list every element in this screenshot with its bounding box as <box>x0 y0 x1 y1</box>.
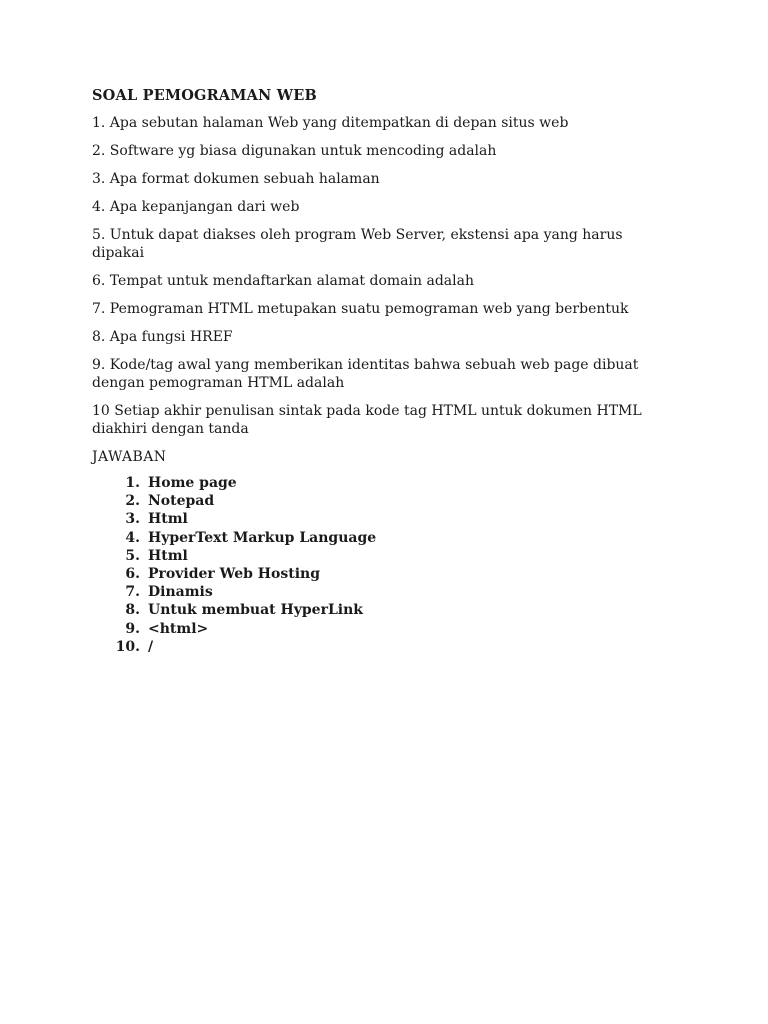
answer-number: 7. <box>125 584 140 601</box>
question-item: 6. Tempat untuk mendaftarkan alamat domain adalah <box>92 273 474 289</box>
document-page <box>92 86 652 656</box>
answer-number: 6. <box>125 566 140 583</box>
answer-text: Provider Web Hosting <box>148 566 320 583</box>
answer-item <box>92 510 652 528</box>
answer-text: Html <box>148 511 188 528</box>
answer-item <box>92 583 652 601</box>
answer-text: / <box>148 638 154 655</box>
answer-number: 2. <box>125 493 140 510</box>
question-list <box>92 114 652 438</box>
answer-number: 1. <box>125 475 140 491</box>
question-item: 1. Apa sebutan halaman Web yang ditempatkan di depan situs web <box>92 115 569 131</box>
answer-number: 8. <box>125 602 140 619</box>
question-item: 8. Apa fungsi HREF <box>92 329 233 345</box>
question-item: 9. Kode/tag awal yang memberikan identitas bahwa sebuah web page dibuat dengan pemograman HTML adalah <box>92 357 639 391</box>
question-item: 7. Pemograman HTML metupakan suatu pemograman web yang berbentuk <box>92 301 629 317</box>
answer-item <box>92 601 652 619</box>
answer-item <box>92 529 652 547</box>
answers-heading: JAWABAN <box>92 449 167 465</box>
answer-item <box>92 492 652 510</box>
answer-text: <html> <box>148 620 209 637</box>
answer-text: Untuk membuat HyperLink <box>148 602 363 619</box>
document-title: SOAL PEMOGRAMAN WEB <box>92 87 317 104</box>
answer-number: 3. <box>125 511 140 528</box>
question-item: 5. Untuk dapat diakses oleh program Web Server, ekstensi apa yang harus dipakai <box>92 227 623 261</box>
answer-number: 4. <box>125 529 140 546</box>
answer-number: 9. <box>125 620 140 637</box>
question-item: 10 Setiap akhir penulisan sintak pada kode tag HTML untuk dokumen HTML diakhiri dengan tanda <box>92 403 642 437</box>
question-item: 2. Software yg biasa digunakan untuk mencoding adalah <box>92 143 497 159</box>
question-item: 3. Apa format dokumen sebuah halaman <box>92 171 380 187</box>
answer-number: 10. <box>115 638 140 655</box>
answer-item <box>92 474 652 492</box>
question-item: 4. Apa kepanjangan dari web <box>92 199 300 215</box>
answer-text: Html <box>148 547 188 564</box>
answer-text: Home page <box>148 475 237 491</box>
answer-item <box>92 565 652 583</box>
answer-text: Notepad <box>148 493 215 510</box>
answer-list <box>92 474 652 656</box>
answer-text: Dinamis <box>148 584 213 601</box>
answer-item <box>92 638 652 656</box>
answer-item <box>92 547 652 565</box>
answer-item <box>92 620 652 638</box>
answer-number: 5. <box>125 547 140 564</box>
answer-text: HyperText Markup Language <box>148 529 377 546</box>
